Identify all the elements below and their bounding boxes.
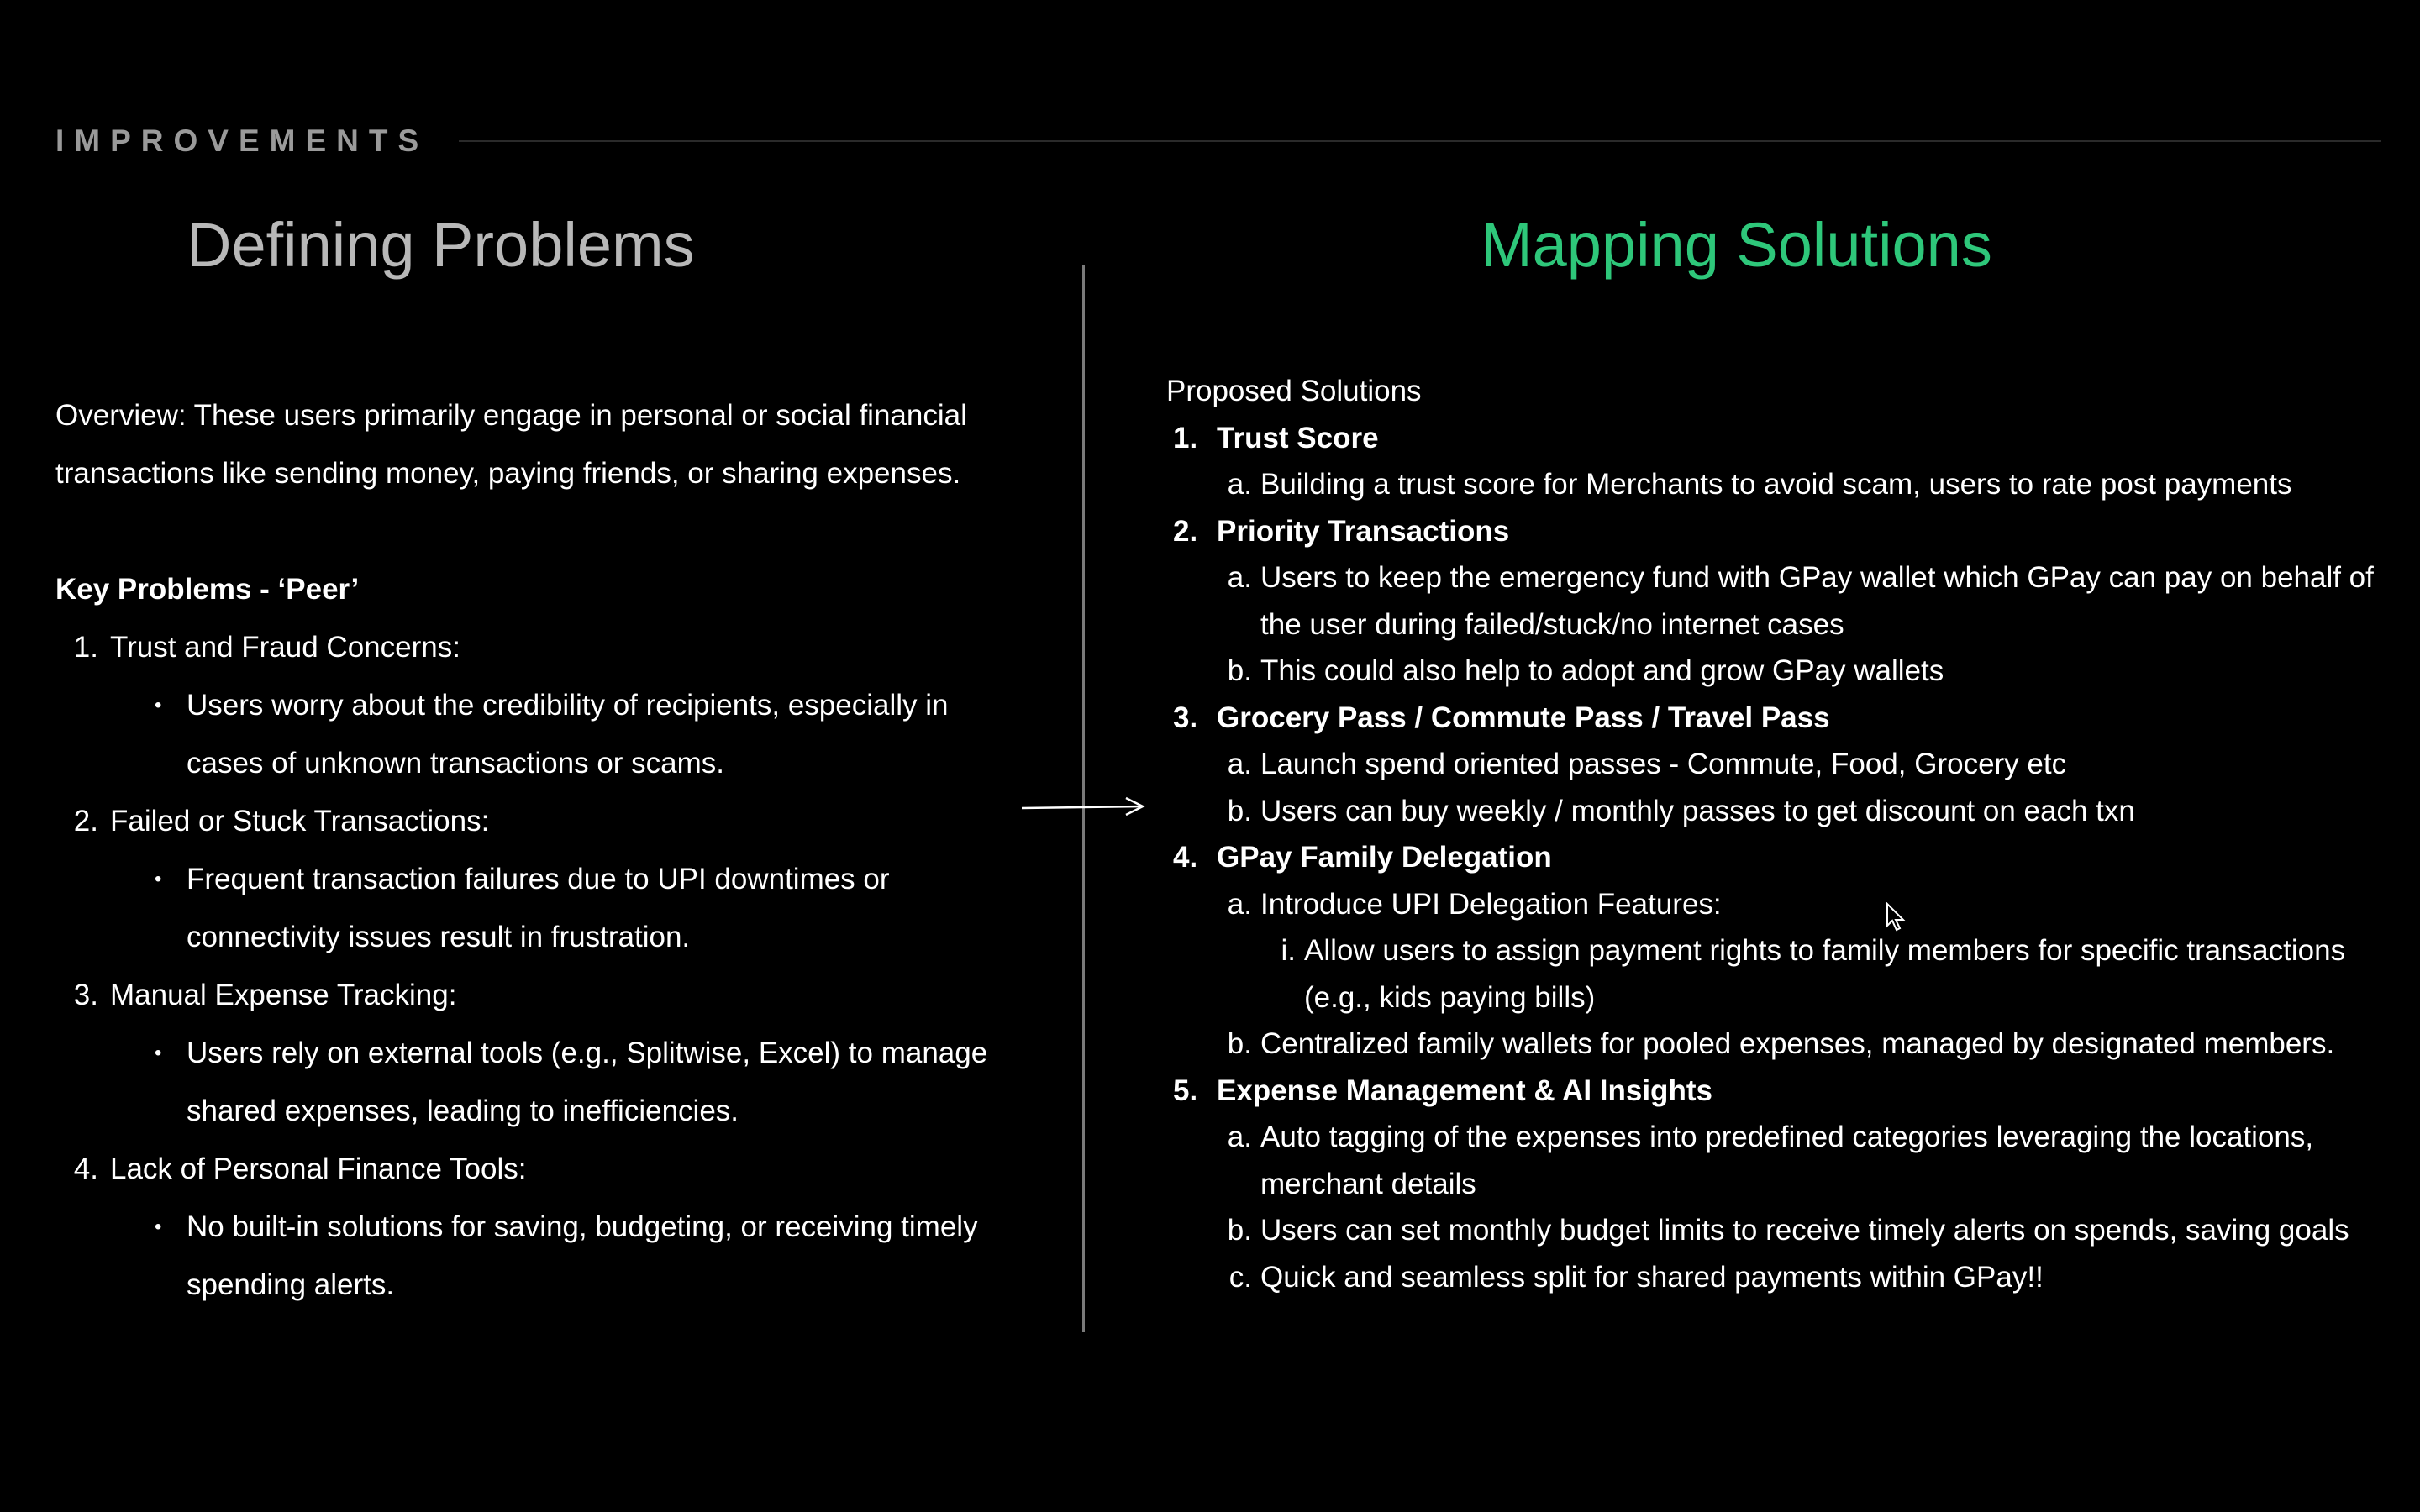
solution-subitem bbox=[1166, 788, 2393, 835]
subitem-letter: b. bbox=[1227, 1027, 1252, 1060]
subitem-letter: a. bbox=[1227, 1121, 1252, 1153]
solution-item bbox=[1166, 1068, 2393, 1115]
solution-number: 4. bbox=[1173, 841, 1198, 874]
mouse-pointer-icon bbox=[1886, 902, 1907, 932]
solution-subitem bbox=[1166, 1254, 2393, 1301]
solution-subitem bbox=[1166, 1207, 2393, 1254]
problem-bullet bbox=[55, 676, 1022, 792]
solution-title: Priority Transactions bbox=[1217, 514, 1510, 548]
problem-bullet-text: Frequent transaction failures due to UPI downtimes or connectivity issues result in frustration. bbox=[187, 863, 890, 953]
key-problems-heading: Key Problems - ‘Peer’ bbox=[55, 573, 360, 606]
solution-item bbox=[1166, 508, 2393, 555]
solution-title: Expense Management & AI Insights bbox=[1217, 1074, 1712, 1107]
subitem-text: Users to keep the emergency fund with GPay wallet which GPay can pay on behalf of the user during failed/stuck/no internet cases bbox=[1260, 561, 2374, 641]
problem-number: 4. bbox=[73, 1152, 98, 1185]
problem-item bbox=[55, 618, 1022, 676]
solution-title: GPay Family Delegation bbox=[1217, 841, 1552, 874]
problems-column bbox=[55, 386, 1022, 1314]
solution-subitem bbox=[1166, 1021, 2393, 1068]
subitem-text: Centralized family wallets for pooled expenses, managed by designated members. bbox=[1260, 1027, 2335, 1060]
solution-subitem bbox=[1166, 741, 2393, 788]
bullet-icon: • bbox=[155, 868, 162, 890]
solution-item bbox=[1166, 415, 2393, 462]
subitem-text: Users can buy weekly / monthly passes to get discount on each txn bbox=[1260, 794, 2135, 827]
problem-bullet bbox=[55, 1198, 1022, 1314]
subitem-letter: a. bbox=[1227, 561, 1252, 594]
solution-item bbox=[1166, 834, 2393, 881]
problems-list bbox=[55, 618, 1022, 1314]
problem-item bbox=[55, 1140, 1022, 1198]
solution-subitem bbox=[1166, 881, 2393, 928]
problem-number: 3. bbox=[73, 979, 98, 1011]
subsubitem-text: Allow users to assign payment rights to family members for specific transactions (e.g., kids paying bills) bbox=[1304, 934, 2346, 1014]
subitem-letter: b. bbox=[1227, 794, 1252, 827]
bullet-icon: • bbox=[155, 694, 162, 717]
subsubitem-letter: i. bbox=[1281, 934, 1296, 967]
solution-number: 1. bbox=[1173, 421, 1198, 454]
solutions-column bbox=[1166, 368, 2393, 1300]
right-title: Mapping Solutions bbox=[1481, 210, 1992, 280]
problem-bullet-text: Users rely on external tools (e.g., Splitwise, Excel) to manage shared expenses, leading to inefficiencies. bbox=[187, 1037, 988, 1127]
problem-bullet-text: No built-in solutions for saving, budgeting, or receiving timely spending alerts. bbox=[187, 1210, 978, 1301]
subitem-text: Users can set monthly budget limits to receive timely alerts on spends, saving goals bbox=[1260, 1214, 2349, 1247]
subitem-letter: b. bbox=[1227, 654, 1252, 687]
problem-number: 1. bbox=[73, 631, 98, 664]
solution-number: 5. bbox=[1173, 1074, 1198, 1107]
overview-text: Overview: These users primarily engage in personal or social financial transactions like sending money, paying friends, or sharing expenses. bbox=[55, 399, 967, 490]
subitem-text: Launch spend oriented passes - Commute, Food, Grocery etc bbox=[1260, 748, 2067, 780]
subitem-text: Quick and seamless split for shared payments within GPay!! bbox=[1260, 1260, 2044, 1294]
subitem-text: This could also help to adopt and grow GPay wallets bbox=[1260, 654, 1944, 687]
subitem-letter: a. bbox=[1227, 887, 1252, 921]
subitem-letter: a. bbox=[1227, 748, 1252, 780]
section-rule bbox=[459, 140, 2381, 142]
solution-number: 3. bbox=[1173, 701, 1198, 734]
problem-bullet-text: Users worry about the credibility of recipients, especially in cases of unknown transactions or scams. bbox=[187, 689, 949, 780]
solution-subitem bbox=[1166, 1114, 2393, 1207]
subitem-text: Auto tagging of the expenses into predefined categories leveraging the locations, merchant details bbox=[1260, 1121, 2314, 1200]
bullet-icon: • bbox=[155, 1042, 162, 1064]
problem-number: 2. bbox=[73, 805, 98, 837]
right-arrow-icon bbox=[1020, 791, 1146, 822]
problem-item bbox=[55, 792, 1022, 850]
solution-subitem bbox=[1166, 554, 2393, 648]
bullet-icon: • bbox=[155, 1215, 162, 1238]
solution-subitem bbox=[1166, 461, 2393, 508]
solution-title: Grocery Pass / Commute Pass / Travel Pass bbox=[1217, 701, 1830, 734]
problem-title: Manual Expense Tracking: bbox=[110, 979, 457, 1011]
subitem-text: Introduce UPI Delegation Features: bbox=[1260, 887, 1722, 921]
solutions-intro: Proposed Solutions bbox=[1166, 375, 1422, 407]
solution-subsubitem bbox=[1166, 927, 2393, 1021]
subitem-letter: c. bbox=[1228, 1260, 1252, 1294]
section-label: IMPROVEMENTS bbox=[55, 123, 429, 158]
subitem-letter: b. bbox=[1227, 1214, 1252, 1247]
problem-bullet bbox=[55, 850, 1022, 966]
solution-title: Trust Score bbox=[1217, 421, 1379, 454]
problem-title: Lack of Personal Finance Tools: bbox=[110, 1152, 527, 1185]
problem-bullet bbox=[55, 1024, 1022, 1140]
problem-title: Trust and Fraud Concerns: bbox=[110, 631, 460, 664]
subitem-letter: a. bbox=[1227, 468, 1252, 501]
solution-subitem bbox=[1166, 648, 2393, 695]
solution-item bbox=[1166, 695, 2393, 742]
solutions-list bbox=[1166, 415, 2393, 1301]
solution-number: 2. bbox=[1173, 514, 1198, 548]
problem-title: Failed or Stuck Transactions: bbox=[110, 805, 490, 837]
subitem-text: Building a trust score for Merchants to avoid scam, users to rate post payments bbox=[1260, 468, 2292, 501]
left-title: Defining Problems bbox=[187, 210, 695, 280]
problem-item bbox=[55, 966, 1022, 1024]
